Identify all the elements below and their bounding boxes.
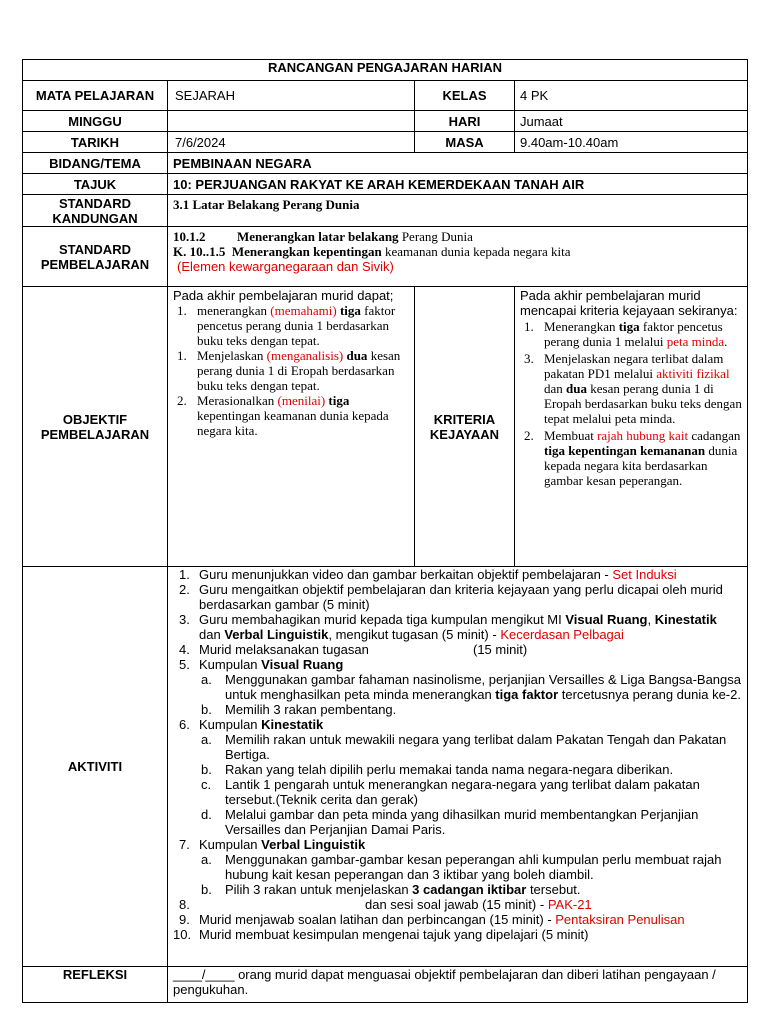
aktiviti-red-9: Pentaksiran Penulisan — [555, 912, 685, 927]
kriteria-text-1a: Menerangkan — [544, 319, 619, 334]
kriteria-num-2: 3. — [524, 351, 534, 366]
aktiviti-text-3a: Guru membahagikan murid kepada tiga kumpulan mengikut MI — [199, 612, 566, 627]
aktiviti-item-6c — [173, 777, 742, 807]
sp-bold-1: Menerangkan latar belakang — [237, 229, 399, 244]
aktiviti-red-3: Kecerdasan Pelbagai — [500, 627, 624, 642]
kriteria-text-3d: dunia kepada negara kita berdasarkan gambar kesan peperangan. — [544, 443, 738, 488]
objektif-bold-3: tiga — [325, 393, 350, 408]
label-tajuk: TAJUK — [23, 174, 168, 195]
aktiviti-item-5a — [173, 672, 742, 702]
kriteria-text-2b: dan — [544, 381, 567, 396]
aktiviti-red-1: Set Induksi — [612, 567, 677, 582]
aktiviti-num-8: 8. — [179, 897, 190, 912]
label-refleksi: REFLEKSI — [23, 967, 168, 1003]
aktiviti-bold-7b-b: 3 cadangan iktibar — [412, 882, 527, 897]
aktiviti-num-6: 6. — [179, 717, 190, 732]
value-tarikh: 7/6/2024 — [168, 132, 415, 153]
aktiviti-text-10: Murid membuat kesimpulan mengenai tajuk yang dipelajari (5 minit) — [199, 927, 589, 942]
label-standard-kandungan: STANDARD KANDUNGAN — [23, 195, 168, 227]
aktiviti-item-9 — [173, 912, 742, 927]
aktiviti-bold-7b: Verbal Linguistik — [261, 837, 366, 852]
aktiviti-num-6a: a. — [201, 732, 212, 747]
aktiviti-cell — [168, 567, 748, 967]
objektif-text-2a: Menjelaskan — [197, 348, 267, 363]
aktiviti-num-4: 4. — [179, 642, 190, 657]
kriteria-cell — [515, 287, 748, 567]
aktiviti-bold-5a-b: tiga faktor — [495, 687, 559, 702]
label-aktiviti: AKTIVITI — [23, 567, 168, 967]
label-masa: MASA — [415, 132, 515, 153]
sp-line-2 — [173, 244, 742, 259]
aktiviti-item-6 — [173, 717, 742, 732]
value-standard-pembelajaran — [168, 227, 748, 287]
aktiviti-num-1: 1. — [179, 567, 190, 582]
aktiviti-text-7a: Kumpulan — [199, 837, 262, 852]
value-minggu — [168, 111, 415, 132]
aktiviti-item-2 — [173, 582, 742, 612]
document-title: RANCANGAN PENGAJARAN HARIAN — [23, 60, 748, 81]
sp-bold-2: Menerangkan kepentingan — [231, 244, 382, 259]
aktiviti-item-6a — [173, 732, 742, 762]
aktiviti-item-7 — [173, 837, 742, 852]
aktiviti-num-6d: d. — [201, 807, 212, 822]
aktiviti-text-3g: , mengikut tugasan (5 minit) - — [328, 627, 501, 642]
sp-element: (Elemen kewarganegaraan dan Sivik) — [177, 259, 394, 274]
kriteria-text-2a: Menjelaskan negara terlibat dalam pakatan PD1 melalui — [544, 351, 724, 381]
label-tarikh: TARIKH — [23, 132, 168, 153]
aktiviti-bold-5b: Visual Ruang — [261, 657, 344, 672]
aktiviti-num-6b: b. — [201, 762, 212, 777]
kriteria-item-1 — [520, 319, 742, 349]
objektif-item-3 — [173, 393, 409, 438]
kriteria-intro: Pada akhir pembelajaran murid mencapai kriteria kejayaan sekiranya: — [520, 288, 738, 318]
objektif-bold-2: dua — [343, 348, 368, 363]
aktiviti-text-9: Murid menjawab soalan latihan dan perbincangan (15 minit) - — [199, 912, 556, 927]
aktiviti-text-5b: Memilih 3 rakan pembentang. — [225, 702, 397, 717]
aktiviti-num-9: 9. — [179, 912, 190, 927]
objektif-num-1: 1. — [177, 303, 187, 318]
aktiviti-text-6a: Kumpulan — [199, 717, 262, 732]
label-minggu: MINGGU — [23, 111, 168, 132]
sp-line-1 — [173, 229, 742, 244]
value-mata-pelajaran: SEJARAH — [168, 81, 415, 111]
kriteria-bold-1: tiga — [618, 319, 640, 334]
kriteria-text-1c: faktor pencetus perang dunia 1 melalui — [544, 319, 723, 349]
objektif-red-2: (menganalisis) — [266, 348, 344, 363]
aktiviti-num-10: 10. — [173, 927, 192, 942]
label-objektif: OBJEKTIF PEMBELAJARAN — [23, 287, 168, 567]
aktiviti-text-2: Guru mengaitkan objektif pembelajaran dan kriteria kejayaan yang perlu dicapai oleh murid berdasarkan gambar (5 minit) — [199, 582, 723, 612]
aktiviti-num-5b: b. — [201, 702, 212, 717]
aktiviti-item-3 — [173, 612, 742, 642]
objektif-item-2 — [173, 348, 409, 393]
aktiviti-item-8 — [173, 897, 742, 912]
rph-table — [22, 59, 748, 1003]
aktiviti-num-5a: a. — [201, 672, 212, 687]
aktiviti-text-7b-a: Pilih 3 rakan untuk menjelaskan — [225, 882, 413, 897]
objektif-cell — [168, 287, 415, 567]
aktiviti-text-3e: dan — [199, 627, 225, 642]
aktiviti-text-1: Guru menunjukkan video dan gambar berkaitan objektif pembelajaran - — [199, 567, 613, 582]
sp-code-2: K. 10..1.5 — [173, 244, 226, 259]
value-tajuk: 10: PERJUANGAN RAKYAT KE ARAH KEMERDEKAAN TANAH AIR — [168, 174, 748, 195]
kriteria-text-3a: Membuat — [544, 428, 598, 443]
label-kriteria: KRITERIA KEJAYAAN — [415, 287, 515, 567]
aktiviti-bold-3f: Verbal Linguistik — [224, 627, 329, 642]
label-bidang: BIDANG/TEMA — [23, 153, 168, 174]
aktiviti-item-4 — [173, 642, 742, 657]
aktiviti-text-5a-c: tercetusnya perang dunia ke-2. — [558, 687, 741, 702]
sp-rest-2: keamanan dunia kepada negara kita — [381, 244, 571, 259]
label-kelas: KELAS — [415, 81, 515, 111]
aktiviti-text-3c: , — [647, 612, 655, 627]
aktiviti-item-6b — [173, 762, 742, 777]
value-refleksi: ____/____ orang murid dapat menguasai objektif pembelajaran dan diberi latihan pengayaan / pengukuhan. — [168, 967, 748, 1003]
sp-rest-1: Perang Dunia — [398, 229, 473, 244]
kriteria-list — [520, 319, 742, 488]
aktiviti-num-7b: b. — [201, 882, 212, 897]
aktiviti-num-7a: a. — [201, 852, 212, 867]
aktiviti-item-5b — [173, 702, 742, 717]
label-hari: HARI — [415, 111, 515, 132]
objektif-item-1 — [173, 303, 409, 348]
objektif-intro: Pada akhir pembelajaran murid dapat; — [173, 288, 394, 303]
objektif-text-3c: kepentingan keamanan dunia kepada negara kita. — [197, 408, 389, 438]
aktiviti-num-5: 5. — [179, 657, 190, 672]
aktiviti-text-6d-sub: Melalui gambar dan peta minda yang dihasilkan murid membentangkan Perjanjian Versailles dan Perjanjian Damai Paris. — [225, 807, 699, 837]
aktiviti-item-7a — [173, 852, 742, 882]
aktiviti-item-7b — [173, 882, 742, 897]
kriteria-text-3b: cadangan — [688, 428, 741, 443]
aktiviti-bold-3b: Visual Ruang — [565, 612, 648, 627]
aktiviti-item-5 — [173, 657, 742, 672]
aktiviti-item-10 — [173, 927, 742, 942]
aktiviti-text-6a-sub: Memilih rakan untuk mewakili negara yang terlibat dalam Pakatan Tengah dan Pakatan Bertiga. — [225, 732, 727, 762]
objektif-num-2: 1. — [177, 348, 187, 363]
aktiviti-num-2: 2. — [179, 582, 190, 597]
kriteria-item-3 — [520, 428, 742, 488]
aktiviti-text-7b-c: tersebut. — [526, 882, 581, 897]
objektif-red-3: (menilai) — [277, 393, 326, 408]
kriteria-red-3: rajah hubung kait — [597, 428, 689, 443]
aktiviti-num-7: 7. — [179, 837, 190, 852]
value-kelas: 4 PK — [515, 81, 748, 111]
kriteria-item-2 — [520, 351, 742, 426]
kriteria-num-1: 1. — [524, 319, 534, 334]
aktiviti-item-6d — [173, 807, 742, 837]
aktiviti-text-5a: Kumpulan — [199, 657, 262, 672]
aktiviti-bold-6b: Kinestatik — [261, 717, 324, 732]
objektif-text-1a: menerangkan — [197, 303, 271, 318]
aktiviti-text-7a-sub: Menggunakan gambar-gambar kesan peperangan ahli kumpulan perlu membuat rajah hubung kait kesan peperangan dan 3 iktibar yang boleh diambil. — [225, 852, 722, 882]
aktiviti-text-6c-sub: Lantik 1 pengarah untuk menerangkan negara-negara yang terlibat dalam pakatan tersebut.(Teknik cerita dan gerak) — [225, 777, 700, 807]
objektif-text-2c: kesan perang dunia 1 di Eropah berdasarkan buku teks dengan tepat. — [197, 348, 401, 393]
objektif-red-1: (memahami) — [270, 303, 337, 318]
value-bidang: PEMBINAAN NEGARA — [168, 153, 748, 174]
sp-code-1: 10.1.2 — [173, 229, 206, 244]
aktiviti-num-6c: c. — [201, 777, 212, 792]
kriteria-red-1: peta minda — [666, 334, 725, 349]
label-mata-pelajaran: MATA PELAJARAN — [23, 81, 168, 111]
label-standard-pembelajaran: STANDARD PEMBELAJARAN — [23, 227, 168, 287]
kriteria-text-2d: kesan perang dunia 1 di Eropah berdasarkan buku teks dengan tepat melalui peta minda. — [544, 381, 742, 426]
objektif-text-1c: faktor pencetus perang dunia 1 berdasarkan buku teks dengan tepat. — [197, 303, 396, 348]
aktiviti-num-3: 3. — [179, 612, 190, 627]
aktiviti-text-4: Murid melaksanakan tugasan — [199, 642, 369, 657]
aktiviti-text-8: dan sesi soal jawab (15 minit) - — [365, 897, 548, 912]
kriteria-text-1d: . — [724, 334, 728, 349]
kriteria-bold-2: dua — [566, 381, 587, 396]
value-hari: Jumaat — [515, 111, 748, 132]
kriteria-bold-3: tiga kepentingan kemananan — [544, 443, 706, 458]
kriteria-num-3: 2. — [524, 428, 534, 443]
objektif-bold-1: tiga — [336, 303, 361, 318]
value-masa: 9.40am-10.40am — [515, 132, 748, 153]
aktiviti-bold-3d: Kinestatik — [654, 612, 717, 627]
value-standard-kandungan: 3.1 Latar Belakang Perang Dunia — [168, 195, 748, 227]
aktiviti-text-6b-sub: Rakan yang telah dipilih perlu memakai tanda nama negara-negara diberikan. — [225, 762, 674, 777]
aktiviti-time-4: (15 minit) — [473, 642, 528, 657]
objektif-text-3a: Merasionalkan — [197, 393, 278, 408]
aktiviti-red-8: PAK-21 — [547, 897, 592, 912]
aktiviti-item-1 — [173, 567, 742, 582]
aktiviti-text-5a-a: Menggunakan gambar fahaman nasinolisme, perjanjian Versailles & Liga Bangsa-Bangsa untuk menghasilkan peta minda menerangkan — [225, 672, 741, 702]
kriteria-red-2: aktiviti fizikal — [656, 366, 730, 381]
objektif-list — [173, 303, 409, 438]
objektif-num-3: 2. — [177, 393, 187, 408]
